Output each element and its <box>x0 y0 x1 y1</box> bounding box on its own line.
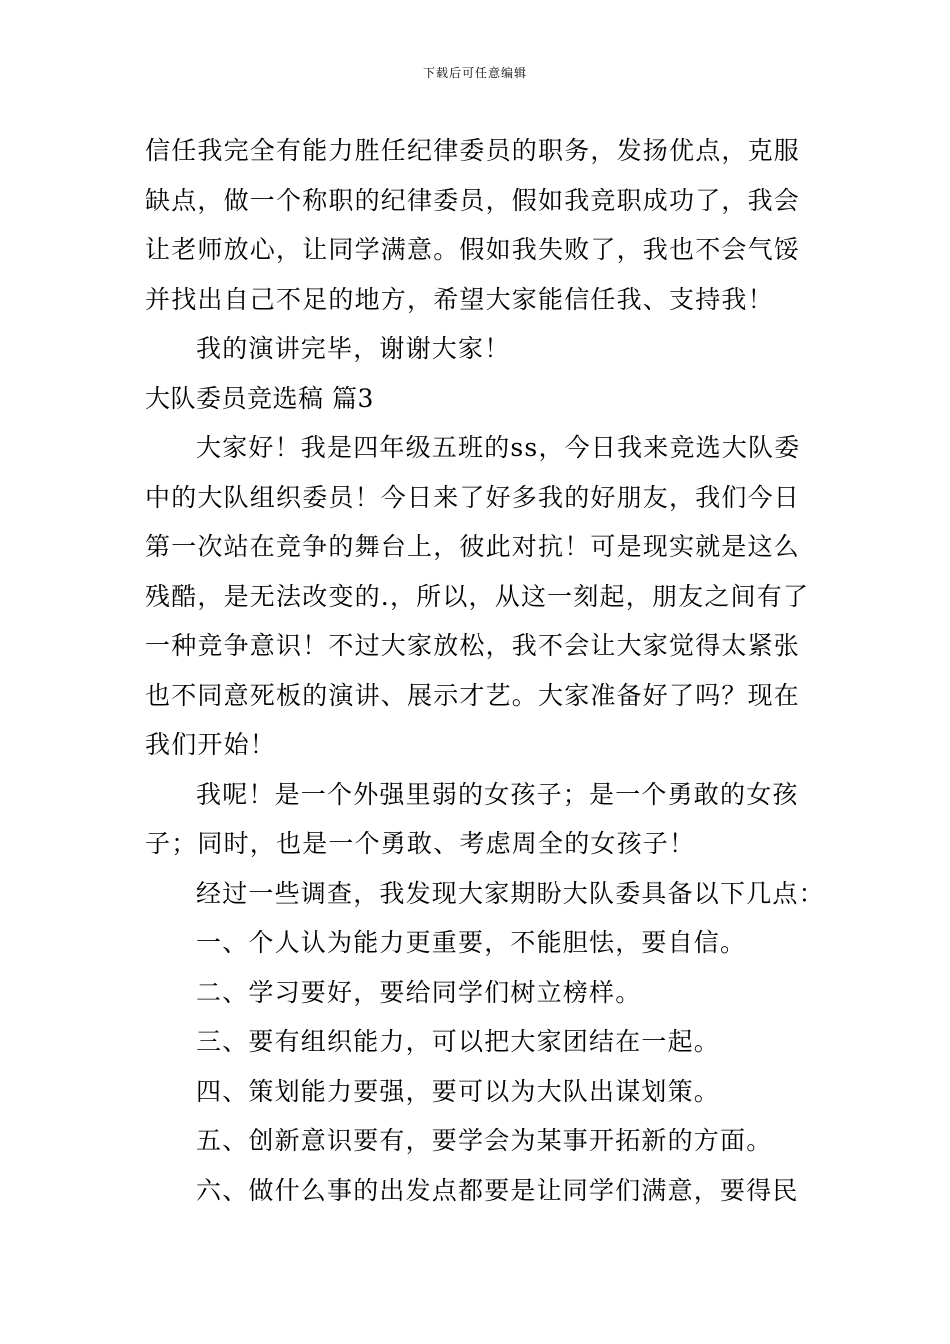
text-line: 大家好！我是四年级五班的ss，今日我来竞选大队委 <box>196 433 801 462</box>
list-item: 四、策划能力要强，要可以为大队出谋划策。 <box>196 1076 721 1106</box>
text-line: 缺点，做一个称职的纪律委员，假如我竞职成功了，我会 <box>145 185 801 215</box>
text-line: 我们开始！ <box>145 730 277 759</box>
text-line: 中的大队组织委员！今日来了好多我的好朋友，我们今日 <box>145 482 801 512</box>
text-line: 信任我完全有能力胜任纪律委员的职务，发扬优点，克服 <box>145 136 801 165</box>
text-line: 残酷，是无法改变的.，所以，从这一刻起，朋友之间有了 <box>145 581 810 611</box>
closing-line: 我的演讲完毕，谢谢大家！ <box>196 334 511 363</box>
list-item: 三、要有组织能力，可以把大家团结在一起。 <box>196 1027 721 1056</box>
text-line: 也不同意死板的演讲、展示才艺。大家准备好了吗？现在 <box>145 680 801 710</box>
text-line: 并找出自己不足的地方，希望大家能信任我、支持我！ <box>145 284 774 314</box>
list-item: 一、个人认为能力更重要，不能胆怯，要自信。 <box>196 928 747 957</box>
text-line: 第一次站在竞争的舞台上，彼此对抗！可是现实就是这么 <box>145 532 801 561</box>
text-line: 经过一些调查，我发现大家期盼大队委具备以下几点： <box>196 878 825 908</box>
text-line: 一种竞争意识！不过大家放松，我不会让大家觉得太紧张 <box>145 631 801 660</box>
list-item: 五、创新意识要有，要学会为某事开拓新的方面。 <box>196 1126 773 1155</box>
document-body <box>145 126 825 1215</box>
text-line: 子；同时，也是一个勇敢、考虑周全的女孩子！ <box>145 829 696 858</box>
section-heading: 大队委员竞选稿 篇3 <box>145 383 374 413</box>
page-header-note: 下载后可任意编辑 <box>422 66 527 80</box>
text-line: 我呢！是一个外强里弱的女孩子；是一个勇敢的女孩 <box>196 779 799 809</box>
text-line: 让老师放心，让同学满意。假如我失败了，我也不会气馁 <box>145 235 801 264</box>
list-item: 二、学习要好，要给同学们树立榜样。 <box>196 977 642 1007</box>
list-item: 六、做什么事的出发点都要是让同学们满意，要得民 <box>196 1175 799 1205</box>
